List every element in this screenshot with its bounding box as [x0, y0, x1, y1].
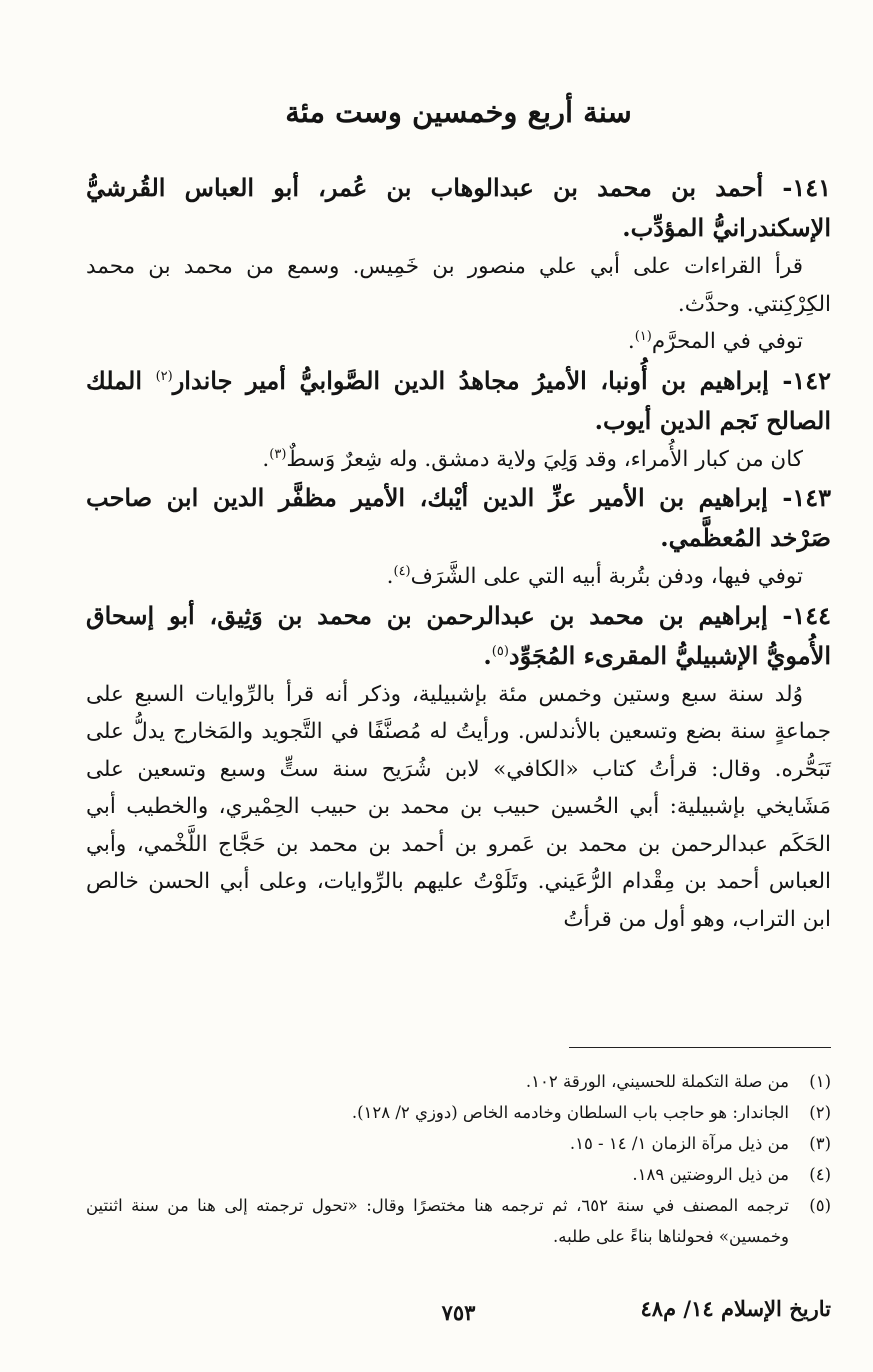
footnote [86, 1190, 831, 1252]
entry-paragraph-tail: . [262, 446, 270, 472]
entry-heading-text: ١٤٤- إبراهيم بن محمد بن عبدالرحمن بن محمد بن وَثِيق، أبو إسحاق الأُمويُّ الإشبيليُّ المقرىء المُجَوِّد [86, 600, 831, 670]
main-text [86, 168, 831, 938]
entry-paragraph-tail: . [627, 329, 635, 354]
entry-heading [86, 478, 831, 558]
entry-paragraph [86, 676, 831, 939]
footnote-text: ترجمه المصنف في سنة ٦٥٢، ثم ترجمه هنا مختصرًا وقال: «تحول ترجمته إلى هنا من سنة اثنتين وخمسين» فحولناها بناءً على طلبه. [86, 1196, 789, 1246]
page-number: ٧٥٣ [441, 1300, 476, 1325]
footnote [86, 1128, 831, 1159]
entry-heading-tail: الملك الصالح نَجم الدين أيوب. [86, 365, 831, 435]
footnote-marker: (٢) [155, 368, 173, 384]
entry-heading-text: ١٤٣- إبراهيم بن الأمير عزِّ الدين أيْبك، الأمير مظفَّر الدين ابن صاحب صَرْخد المُعظَّمي. [86, 483, 832, 552]
footnote-text: الجاندار: هو حاجب باب السلطان وخادمه الخاص (دوزي ٢/ ١٢٨). [351, 1103, 789, 1122]
footnotes [86, 1066, 831, 1252]
entry-heading [86, 596, 831, 676]
footnote-marker: (٥) [491, 643, 509, 659]
entry-paragraph-text: وُلد سنة سبع وستين وخمس مئة بإشبيلية، وذكر أنه قرأ بالرِّوايات السبع على جماعةٍ سنة بضع وتسعين بالأندلس. ورأيتُ له مُصنَّفًا في التَّجويد والمَخارج يدلُّ على تَبَحُّره. وقال: قرأتُ كتاب «الكافي» لابن شُرَيح سنة ستٍّ وسبع وتسعين على مَشَايخي بإشبيلية: أبي الحُسين حبيب بن محمد بن حبيب الحِمْيري، والخطيب أبي الحَكَم عبدالرحمن بن محمد بن عَمرو بن أحمد بن محمد بن حَجَّاج اللَّخْمي، وأبي العباس أحمد بن مِقْدام الرُّعَيني. وتَلَوْتُ عليهم بالرِّوايات، وعلى أبي الحسن خالص ابن التراب، وهو أول من قرأتُ [86, 681, 831, 932]
footnote-number: (٢) [809, 1103, 831, 1122]
entry-paragraph-text: توفي في المحرَّم [651, 329, 803, 354]
footnote [86, 1066, 831, 1097]
page-title: سنة أربع وخمسين وست مئة [285, 95, 632, 129]
entry-heading-tail: . [483, 640, 492, 670]
entry-paragraph [86, 323, 831, 361]
footnote-text: من ذيل الروضتين ١٨٩. [632, 1165, 789, 1184]
footnote-marker: (٣) [269, 446, 287, 462]
footnote-divider [569, 1047, 831, 1048]
footnote-marker: (١) [634, 328, 652, 344]
entry-paragraph-text: كان من كبار الأُمراء، وقد وَلِيَ ولاية دمشق. وله شِعرٌ وَسطٌ [286, 446, 803, 472]
footnote-number: (٣) [809, 1134, 831, 1153]
entry-paragraph-tail: . [386, 564, 394, 589]
book-reference: تاريخ الإسلام ١٤/ م٤٨ [640, 1296, 831, 1321]
entry-paragraph [86, 558, 831, 596]
entry-heading [86, 168, 831, 248]
entry-paragraph-text: قرأ القراءات على أبي علي منصور بن خَمِيس. وسمع من محمد بن محمد الكِرْكِنتي. وحدَّث. [86, 254, 831, 317]
entry-paragraph-text: توفي فيها، ودفن بتُربة أبيه التي على الشَّرَف [410, 564, 803, 589]
footnote [86, 1097, 831, 1128]
footnote-number: (٤) [809, 1165, 831, 1184]
entry-heading [86, 361, 831, 441]
footnote [86, 1159, 831, 1190]
entry-paragraph [86, 441, 831, 479]
footnote-text: من صلة التكملة للحسيني، الورقة ١٠٢. [525, 1072, 789, 1091]
entry-paragraph [86, 248, 831, 323]
entry-heading-text: ١٤٢- إبراهيم بن أُونبا، الأميرُ مجاهدُ الدين الصَّوابيُّ أمير جاندار [172, 365, 831, 395]
book-page [86, 0, 831, 1372]
page-footer [86, 1296, 831, 1336]
footnote-marker: (٤) [393, 563, 411, 579]
footnote-number: (١) [809, 1072, 831, 1091]
footnote-number: (٥) [809, 1196, 831, 1215]
footnote-text: من ذيل مرآة الزمان ١/ ١٤ - ١٥. [569, 1134, 789, 1153]
entry-heading-text: ١٤١- أحمد بن محمد بن عبدالوهاب بن عُمر، أبو العباس القُرشيُّ الإسكندرانيُّ المؤدِّب. [86, 173, 832, 242]
